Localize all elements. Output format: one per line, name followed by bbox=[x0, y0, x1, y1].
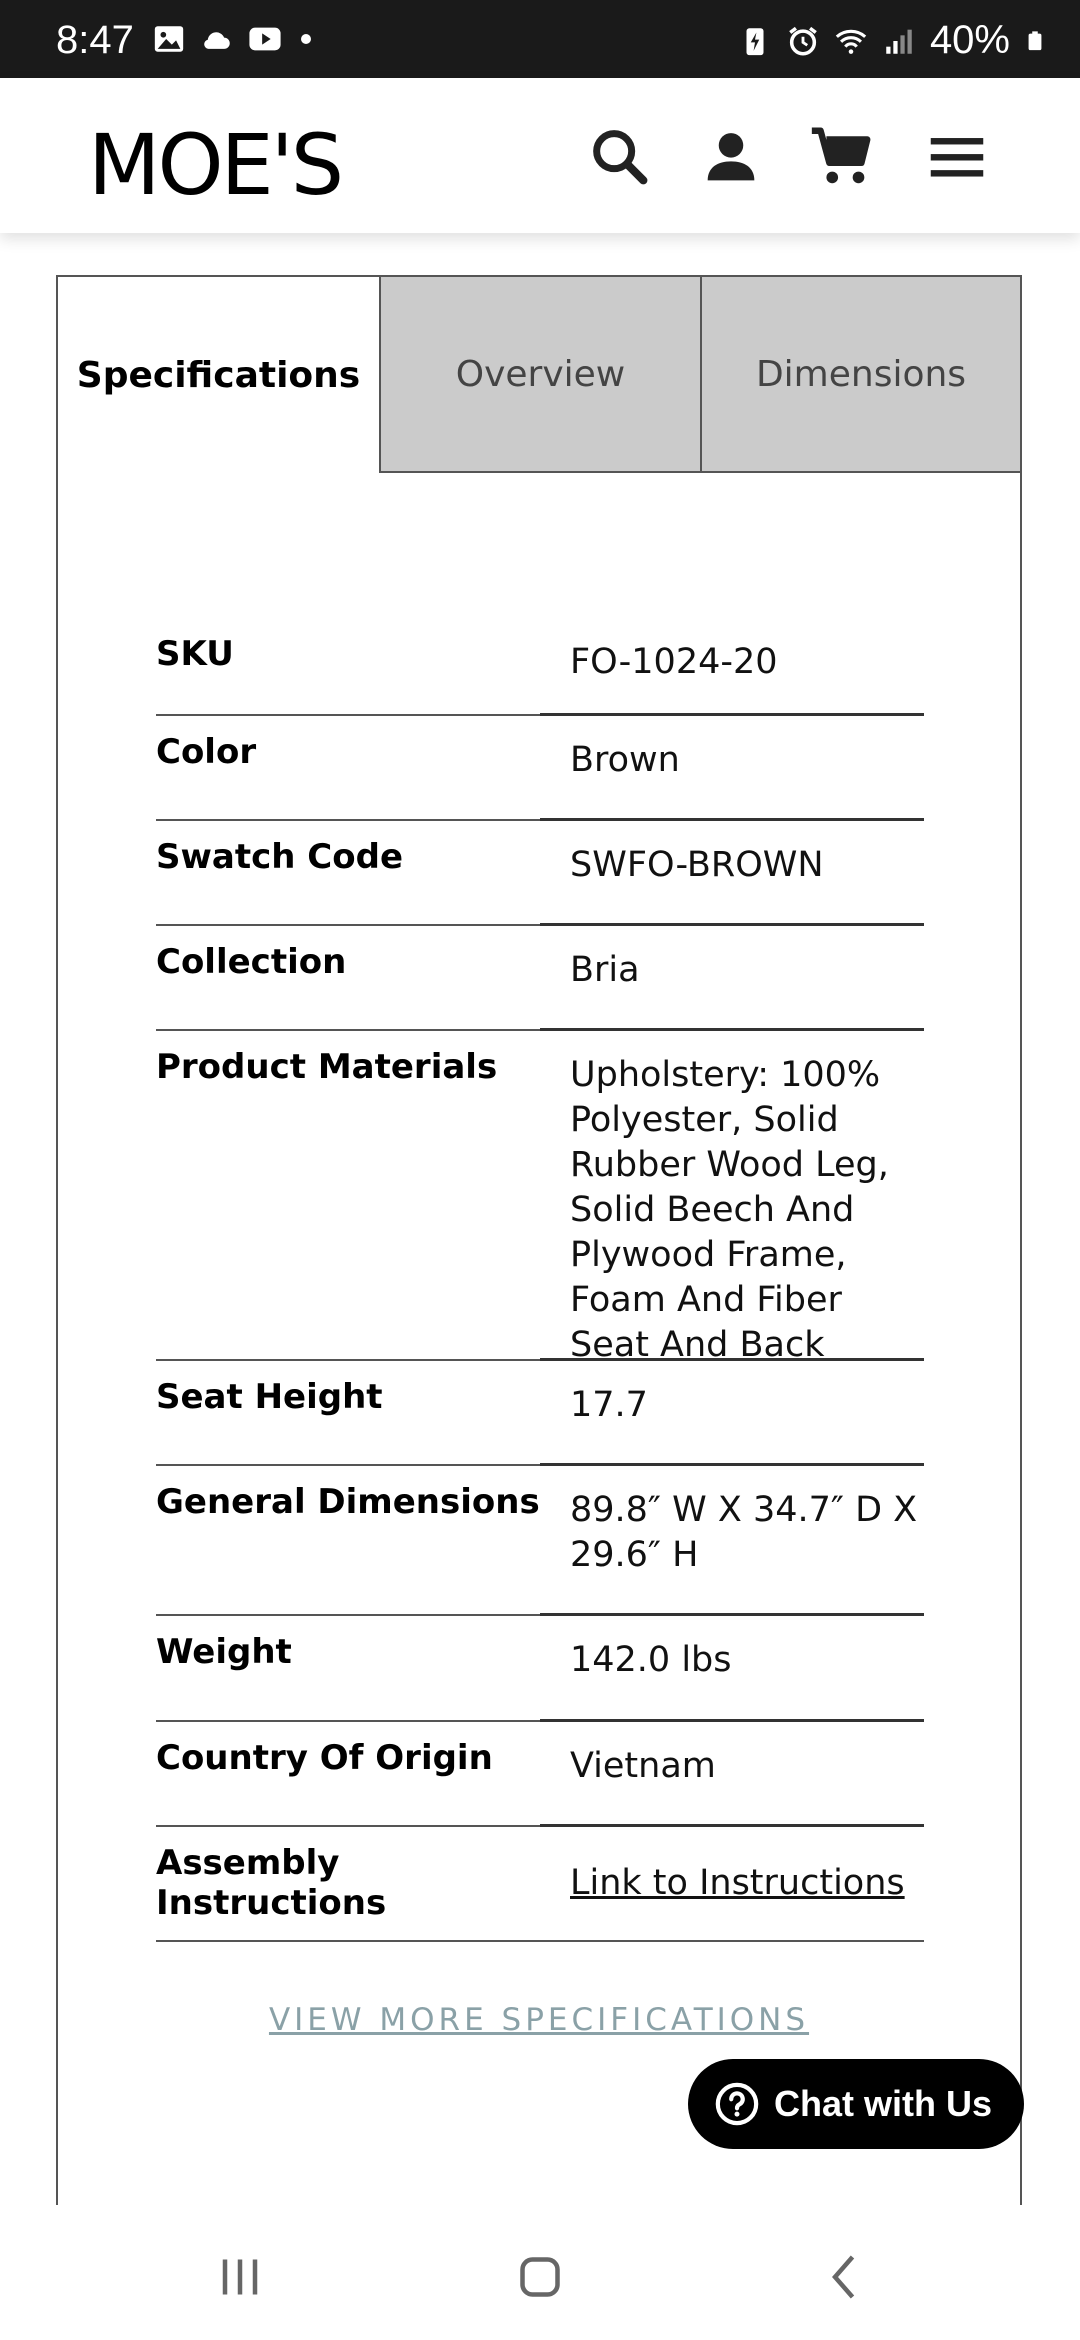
spec-row-swatch-code bbox=[156, 821, 924, 926]
tab-specifications[interactable]: Specifications bbox=[58, 277, 379, 473]
spec-label: SKU bbox=[156, 628, 540, 716]
tab-bar bbox=[58, 277, 1020, 473]
spec-label: Color bbox=[156, 716, 540, 821]
spec-row-weight bbox=[156, 1616, 924, 1722]
spec-row-general-dimensions bbox=[156, 1466, 924, 1616]
tab-overview[interactable]: Overview bbox=[379, 277, 700, 473]
tab-dimensions[interactable]: Dimensions bbox=[700, 277, 1020, 473]
cloud-icon bbox=[200, 22, 234, 56]
back-icon[interactable] bbox=[815, 2247, 875, 2307]
assembly-instructions-link[interactable]: Link to Instructions bbox=[570, 1863, 905, 1903]
battery-percent: 40% bbox=[929, 18, 1010, 62]
spec-label: Weight bbox=[156, 1616, 540, 1722]
wifi-icon bbox=[834, 24, 868, 58]
image-icon bbox=[152, 22, 186, 56]
cart-icon[interactable] bbox=[806, 122, 876, 192]
spec-row-seat-height bbox=[156, 1361, 924, 1466]
signal-icon bbox=[882, 24, 916, 58]
spec-row-product-materials bbox=[156, 1031, 924, 1365]
spec-label: Country Of Origin bbox=[156, 1722, 540, 1827]
spec-value-cell bbox=[540, 1827, 924, 1942]
system-nav-bar bbox=[0, 2205, 1080, 2340]
spec-row-collection bbox=[156, 926, 924, 1031]
status-bar bbox=[0, 0, 1080, 78]
account-icon[interactable] bbox=[696, 122, 766, 192]
chat-label: Chat with Us bbox=[774, 2083, 993, 2124]
spec-value: Brown bbox=[540, 716, 924, 821]
spec-row-color bbox=[156, 716, 924, 821]
menu-icon[interactable] bbox=[922, 122, 992, 192]
spec-row-country-of-origin bbox=[156, 1722, 924, 1827]
specifications-table bbox=[156, 628, 924, 1942]
spec-label: Assembly Instructions bbox=[156, 1827, 540, 1942]
spec-value: 89.8″ W X 34.7″ D X 29.6″ H bbox=[540, 1466, 924, 1616]
battery-saver-icon bbox=[738, 24, 772, 58]
spec-value: FO-1024-20 bbox=[540, 628, 924, 716]
site-header bbox=[0, 78, 1080, 233]
recents-icon[interactable] bbox=[210, 2247, 270, 2307]
help-icon bbox=[714, 2081, 760, 2127]
spec-row-sku bbox=[156, 628, 924, 716]
spec-label: Collection bbox=[156, 926, 540, 1031]
chat-with-us-button[interactable] bbox=[688, 2059, 1024, 2149]
status-time: 8:47 bbox=[56, 18, 134, 62]
spec-row-assembly-instructions bbox=[156, 1827, 924, 1942]
spec-label: Product Materials bbox=[156, 1031, 540, 1361]
battery-icon bbox=[1024, 24, 1046, 58]
spec-value: Upholstery: 100% Polyester, Solid Rubber Wood Leg, Solid Beech And Plywood Frame, Foam And Fiber Seat And Back bbox=[540, 1031, 924, 1361]
spec-value: Vietnam bbox=[540, 1722, 924, 1827]
spec-value: 17.7 bbox=[540, 1361, 924, 1466]
spec-label: General Dimensions bbox=[156, 1466, 540, 1616]
alarm-icon bbox=[786, 24, 820, 58]
site-logo[interactable]: MOE'S bbox=[88, 116, 342, 214]
youtube-icon bbox=[248, 22, 282, 56]
spec-label: Swatch Code bbox=[156, 821, 540, 926]
spec-value: Bria bbox=[540, 926, 924, 1031]
spec-label: Seat Height bbox=[156, 1361, 540, 1466]
search-icon[interactable] bbox=[585, 122, 655, 192]
dot-icon bbox=[296, 29, 316, 49]
spec-value: 142.0 lbs bbox=[540, 1616, 924, 1722]
home-icon[interactable] bbox=[510, 2247, 570, 2307]
spec-value: SWFO-BROWN bbox=[540, 821, 924, 926]
view-more-specifications-link[interactable]: VIEW MORE SPECIFICATIONS bbox=[268, 2002, 810, 2038]
